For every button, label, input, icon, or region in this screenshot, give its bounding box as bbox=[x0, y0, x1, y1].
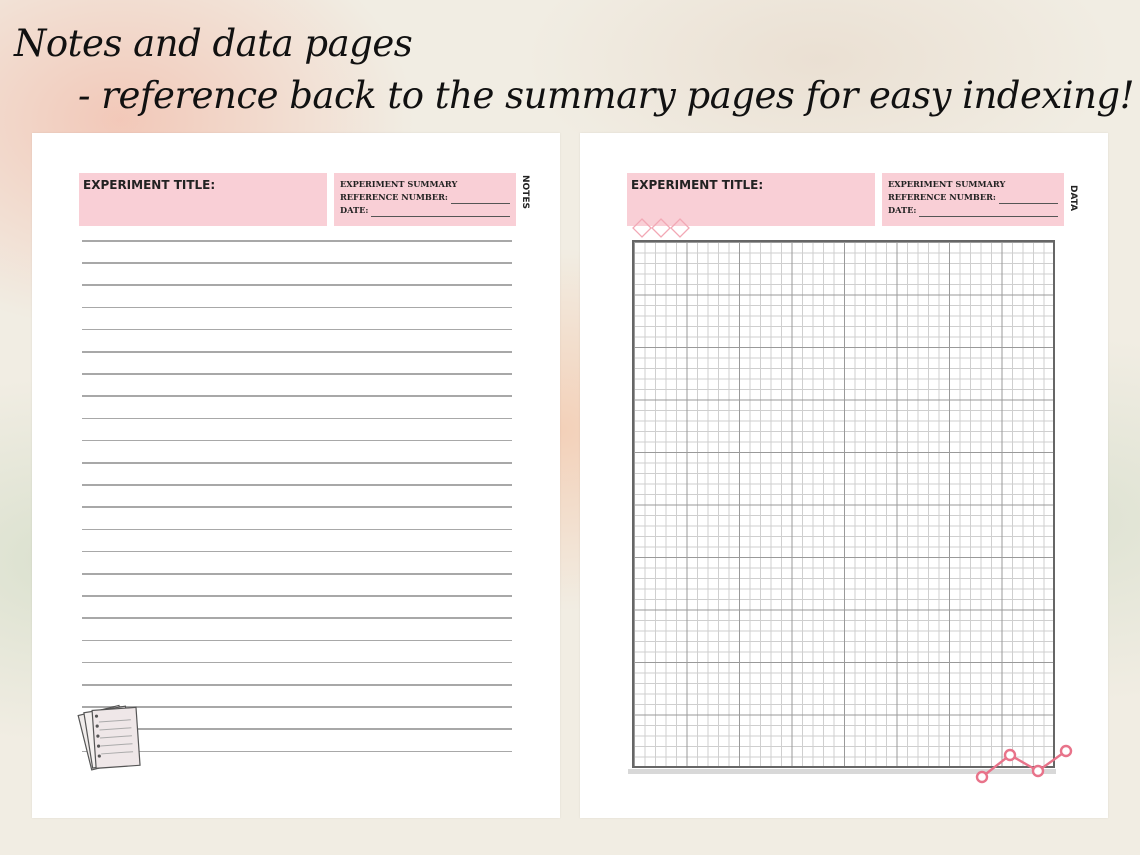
diamond-pattern-icon bbox=[632, 217, 696, 239]
notes-rule-line bbox=[82, 684, 512, 686]
notes-rule-line bbox=[82, 462, 512, 464]
notes-rule-line bbox=[82, 551, 512, 553]
summary-label: EXPERIMENT SUMMARY bbox=[340, 179, 458, 189]
notes-rule-line bbox=[82, 595, 512, 597]
heading-line-2: - reference back to the summary pages for easy indexing! bbox=[78, 74, 1134, 117]
notes-rule-line bbox=[82, 484, 512, 486]
notepad-stack-icon bbox=[78, 701, 148, 776]
data-tab: DATA bbox=[1068, 185, 1078, 212]
notes-rule-line bbox=[82, 262, 512, 264]
graph-paper-grid bbox=[632, 240, 1055, 768]
notes-rule-line bbox=[82, 351, 512, 353]
notes-rule-line bbox=[82, 329, 512, 331]
notes-rule-line bbox=[82, 640, 512, 642]
experiment-title-label: EXPERIMENT TITLE: bbox=[83, 178, 216, 192]
notes-rule-line bbox=[82, 307, 512, 309]
date-label: DATE: bbox=[340, 205, 369, 215]
reference-label: REFERENCE NUMBER: bbox=[340, 192, 448, 202]
data-page bbox=[580, 133, 1108, 818]
notes-rule-line bbox=[82, 506, 512, 508]
notes-rule-line bbox=[82, 529, 512, 531]
notes-rule-line bbox=[82, 284, 512, 286]
notes-rule-line bbox=[82, 440, 512, 442]
experiment-title-label: EXPERIMENT TITLE: bbox=[631, 178, 764, 192]
notes-rule-line bbox=[82, 617, 512, 619]
experiment-summary-box bbox=[882, 173, 1064, 226]
notes-page bbox=[32, 133, 560, 818]
notes-rule-line bbox=[82, 662, 512, 664]
line-graph-icon bbox=[972, 743, 1074, 787]
notes-rule-line bbox=[82, 240, 512, 242]
reference-label: REFERENCE NUMBER: bbox=[888, 192, 996, 202]
notes-tab: NOTES bbox=[520, 175, 530, 209]
experiment-summary-box bbox=[334, 173, 516, 226]
date-label: DATE: bbox=[888, 205, 917, 215]
experiment-title-box bbox=[79, 173, 327, 226]
notes-rule-line bbox=[82, 373, 512, 375]
notes-rule-line bbox=[82, 395, 512, 397]
summary-label: EXPERIMENT SUMMARY bbox=[888, 179, 1006, 189]
notes-rule-line bbox=[82, 418, 512, 420]
heading-line-1: Notes and data pages bbox=[14, 22, 413, 65]
notes-rule-line bbox=[82, 573, 512, 575]
